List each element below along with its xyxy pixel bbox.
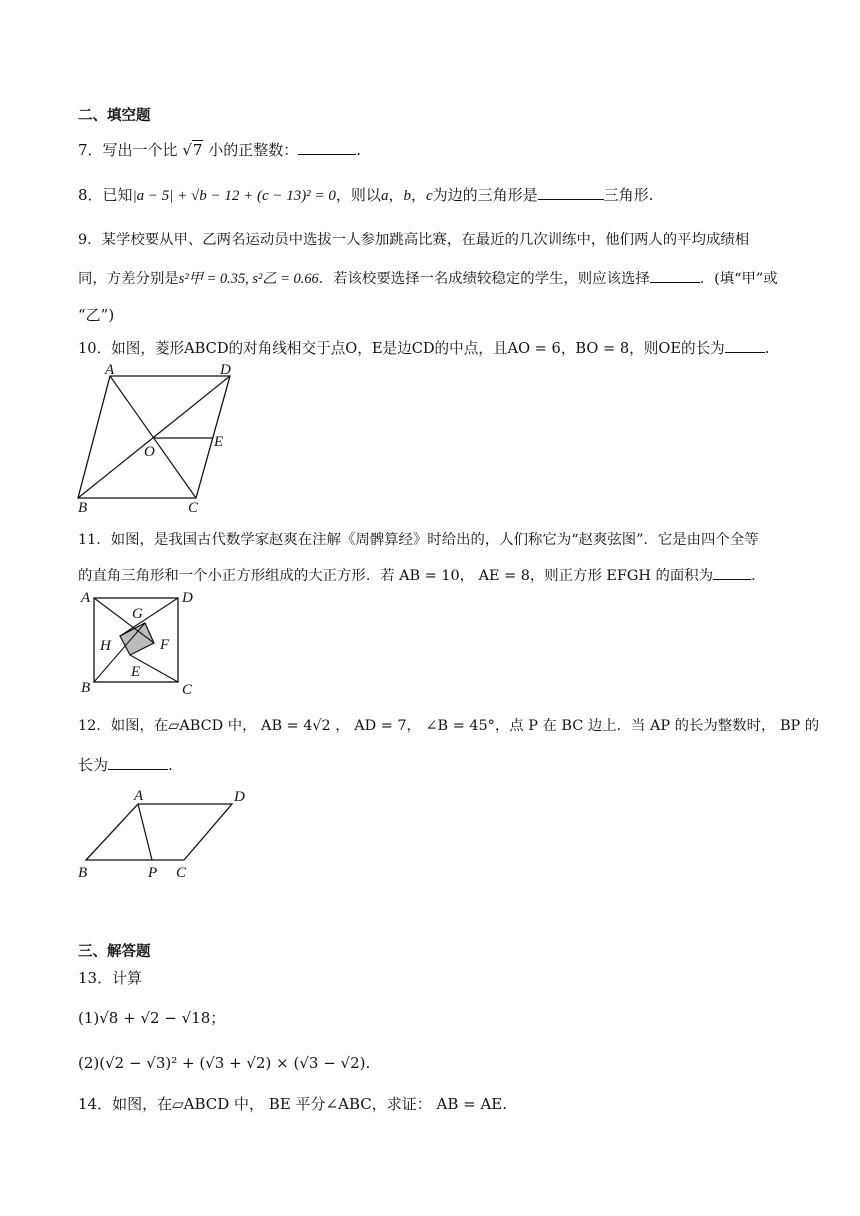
question-9-line3: “乙”) [78, 306, 115, 324]
label-c: C [176, 865, 187, 881]
q8-text-b: ，则以 [335, 186, 381, 204]
line-d-h [120, 598, 178, 636]
q8-answer-blank[interactable] [538, 185, 604, 200]
q12-text-line1: 如图，在▱ABCD 中， AB = 4√2 ， AD = 7， ∠B = 45°，点 P 在 BC 边上．当 AP 的长为整数时， BP 的 [110, 718, 820, 734]
label-d: D [220, 362, 231, 378]
q8-var-c: c [425, 188, 433, 204]
q10-answer-blank[interactable] [725, 338, 765, 353]
q12-number: 12． [78, 718, 111, 734]
question-11-line2 [78, 565, 756, 586]
label-c: C [182, 682, 193, 698]
q9-text-line2b: ．若该校要选择一名成绩较稳定的学生，则应该选择 [318, 271, 650, 287]
q11-end: . [751, 568, 756, 584]
q8-var-b: b [403, 188, 411, 204]
q13-title: 计算 [112, 969, 143, 987]
label-d: D [234, 789, 245, 805]
q14-number: 14． [78, 1095, 113, 1113]
q9-answer-blank[interactable] [650, 268, 700, 283]
label-o: O [144, 444, 155, 460]
diagonal-bd [78, 376, 230, 498]
question-8: 8．已知|a − 5| + √b − 12 + (c − 13)² = 0，则以a，b，c为边的三角形是 三角形. [78, 186, 654, 204]
q12-text-line2: 长为 [78, 756, 109, 774]
q10-rhombus-figure [70, 360, 250, 520]
q10-text: 如图，菱形ABCD的对角线相交于点O，E是边CD的中点，且AO = 6，BO = 8，则OE的长为 [111, 340, 725, 357]
question-9-line1 [78, 230, 749, 250]
question-11-line1 [78, 530, 759, 550]
label-p: P [148, 865, 158, 881]
q13-part-1: (1)√8 + √2 − √18； [78, 1009, 226, 1027]
question-13 [78, 968, 142, 988]
label-b: B [81, 680, 91, 696]
q13-part-2: (2)(√2 − √3)² + (√3 + √2) × (√3 − √2). [78, 1054, 371, 1072]
diagonal-ac [110, 376, 196, 498]
q7-radical: √7 [182, 141, 203, 159]
q7-end: . [356, 141, 362, 159]
label-e: E [214, 434, 224, 450]
q9-text-line1: 某学校要从甲、乙两名运动员中选拔一人参加跳高比赛，在最近的几次训练中，他们两人的平均成绩相 [101, 232, 750, 248]
q8-number: 8． [78, 186, 103, 204]
q7-text-b: 小的正整数： [208, 141, 299, 159]
q8-text-c: 为边的三角形是 [432, 186, 538, 204]
label-a: A [134, 788, 144, 804]
q9-variance-expr: s²甲 = 0.35, s²乙 = 0.66 [178, 271, 319, 287]
label-b: B [78, 865, 88, 881]
q14-text: 如图，在▱ABCD 中， BE 平分∠ABC，求证： AB = AE. [112, 1095, 508, 1113]
q13-number: 13． [78, 969, 113, 987]
section-heading-solutions: 三、解答题 [78, 944, 151, 960]
q7-text: 写出一个比 [102, 141, 178, 159]
label-d: D [182, 590, 193, 606]
q11-answer-blank[interactable] [713, 565, 751, 580]
q9-number: 9． [78, 232, 102, 248]
q8-var-a: a [380, 188, 389, 204]
question-10 [78, 338, 769, 359]
q8-text-d: 三角形. [603, 186, 654, 204]
q11-zhao-shuang-figure [76, 588, 206, 698]
label-b: B [78, 500, 88, 516]
segment-ap [138, 804, 152, 860]
q7-answer-blank[interactable] [298, 140, 356, 155]
question-14 [78, 1094, 507, 1114]
question-7 [78, 140, 361, 160]
question-12-line2 [78, 755, 173, 775]
q9-text-line2c: ．(填“甲”或 [699, 271, 778, 287]
q8-equation: |a − 5| + √b − 12 + (c − 13)² = 0 [132, 188, 336, 204]
q11-number: 11． [78, 532, 111, 548]
q9-text-line2: 同，方差分别是 [78, 271, 179, 287]
q8-text: 已知 [102, 186, 133, 204]
label-e: E [131, 664, 141, 680]
label-a: A [105, 362, 115, 378]
q12-end: . [168, 756, 173, 774]
q12-parallelogram-figure [72, 784, 272, 884]
q11-text-line1: 如图，是我国古代数学家赵爽在注解《周髀算经》时给出的，人们称它为“赵爽弦图”．它是由四个全等 [110, 532, 759, 548]
q10-number: 10． [78, 340, 112, 357]
label-h: H [100, 638, 111, 654]
q10-end: . [764, 340, 770, 357]
label-f: F [160, 637, 170, 653]
q7-number: 7． [78, 141, 103, 159]
section-heading-fill-in: 二、填空题 [78, 108, 151, 124]
label-a: A [81, 590, 91, 606]
q11-text-line2: 的直角三角形和一个小正方形组成的大正方形．若 AB = 10， AE = 8，则正方形 EFGH 的面积为 [78, 568, 714, 584]
parallelogram-outline [86, 804, 232, 860]
label-g: G [132, 606, 143, 622]
q12-answer-blank[interactable] [108, 755, 168, 770]
question-9-line2 [78, 268, 778, 289]
label-c: C [188, 500, 199, 516]
question-12-line1 [78, 716, 819, 736]
